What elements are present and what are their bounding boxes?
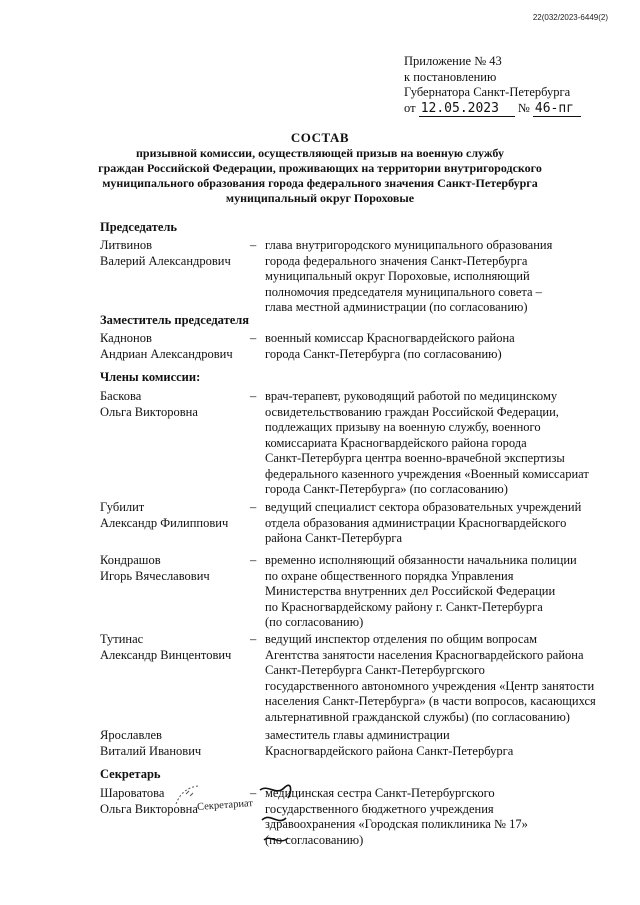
subtitle-line: муниципальный округ Пороховые bbox=[225, 191, 415, 205]
member-name: Кондрашов Игорь Вячеславович bbox=[100, 553, 210, 583]
dash: – bbox=[250, 389, 257, 403]
appendix-line-3: Губернатора Санкт-Петербурга bbox=[404, 85, 571, 99]
dash: – bbox=[250, 500, 257, 514]
appendix-block bbox=[404, 54, 581, 117]
member-description: заместитель главы администрации Красногвардейского района Санкт-Петербурга bbox=[265, 728, 514, 758]
member-description: глава внутригородского муниципального образования города федерального значения Санкт-Петербурга муниципальный округ Пороховые, исполняющий полномочия председателя муниципального совета – глава местной администрации (по согласованию) bbox=[265, 238, 553, 314]
member-name: Тутинас Александр Винцентович bbox=[100, 632, 232, 662]
section-deputy: Заместитель председателя bbox=[100, 313, 250, 327]
section-members: Члены комиссии: bbox=[100, 370, 201, 384]
decree-date: 12.05.2023 bbox=[419, 101, 515, 118]
dash: – bbox=[250, 238, 257, 252]
document-number: 22(032/2023-6449(2) bbox=[532, 13, 608, 22]
appendix-date-line bbox=[404, 101, 581, 118]
document-subtitle bbox=[60, 146, 580, 206]
dash: – bbox=[250, 553, 257, 567]
appendix-line-1: Приложение № 43 bbox=[404, 54, 502, 68]
subtitle-line: призывной комиссии, осуществляющей призыв на военную службу bbox=[136, 146, 504, 160]
member-name: Литвинов Валерий Александрович bbox=[100, 238, 231, 268]
secretariat-stamp: Секретариат bbox=[196, 798, 254, 813]
member-description: ведущий специалист сектора образовательных учреждений отдела образования администрации Красногвардейского района Санкт-Петербурга bbox=[265, 500, 582, 545]
dash: – bbox=[250, 632, 257, 646]
decree-number: 46-пг bbox=[533, 101, 581, 118]
member-name: Каднонов Андриан Александрович bbox=[100, 331, 233, 361]
appendix-line-2: к постановлению bbox=[404, 69, 497, 84]
subtitle-line: граждан Российской Федерации, проживающих на территории внутригородского bbox=[98, 161, 542, 175]
member-name: Баскова Ольга Викторовна bbox=[100, 389, 198, 419]
member-description: ведущий инспектор отделения по общим вопросам Агентства занятости населения Красногвардейского района Санкт-Петербурга Санкт-Петербургского государственного автономного учреждения «Центр занятости населения Санкт-Петербурга» (в части вопросов, касающихся альтернативной гражданской службы) (по согласованию) bbox=[265, 632, 596, 724]
member-description: временно исполняющий обязанности начальника полиции по охране общественного порядка Управления Министерства внутренних дел Российской Федерации по Красногвардейскому району г. Санкт-Петербурга (по согласованию) bbox=[265, 553, 577, 629]
document-title: СОСТАВ bbox=[290, 130, 350, 145]
handwritten-mark-icon bbox=[258, 782, 298, 852]
member-description: врач-терапевт, руководящий работой по медицинскому освидетельствованию граждан Российской Федерации, подлежащих призыву на военную службу, военного комиссариата Красногвардейского района города Санкт-Петербурга центра военно-врачебной экспертизы федерального казенного учреждения «Военный комиссариат города Санкт-Петербурга» (по согласованию) bbox=[265, 389, 589, 496]
dash: – bbox=[250, 331, 257, 345]
member-description: военный комиссар Красногвардейского района города Санкт-Петербурга (по согласованию) bbox=[265, 331, 515, 361]
dash: – bbox=[250, 786, 257, 800]
member-name: Губилит Александр Филиппович bbox=[100, 500, 229, 530]
number-label: № bbox=[517, 100, 530, 115]
member-name: Ярославлев Виталий Иванович bbox=[100, 728, 202, 758]
section-chair: Председатель bbox=[100, 220, 178, 234]
member-description: медицинская сестра Санкт-Петербургского государственного бюджетного учреждения здравоохранения «Городская поликлиника № 17» (по согласованию) bbox=[265, 786, 528, 847]
subtitle-line: муниципального образования города федерального значения Санкт-Петербурга bbox=[102, 176, 538, 190]
member-name: Шароватова Ольга Викторовна bbox=[100, 786, 198, 816]
from-label: от bbox=[404, 100, 416, 115]
section-secretary: Секретарь bbox=[100, 767, 161, 781]
